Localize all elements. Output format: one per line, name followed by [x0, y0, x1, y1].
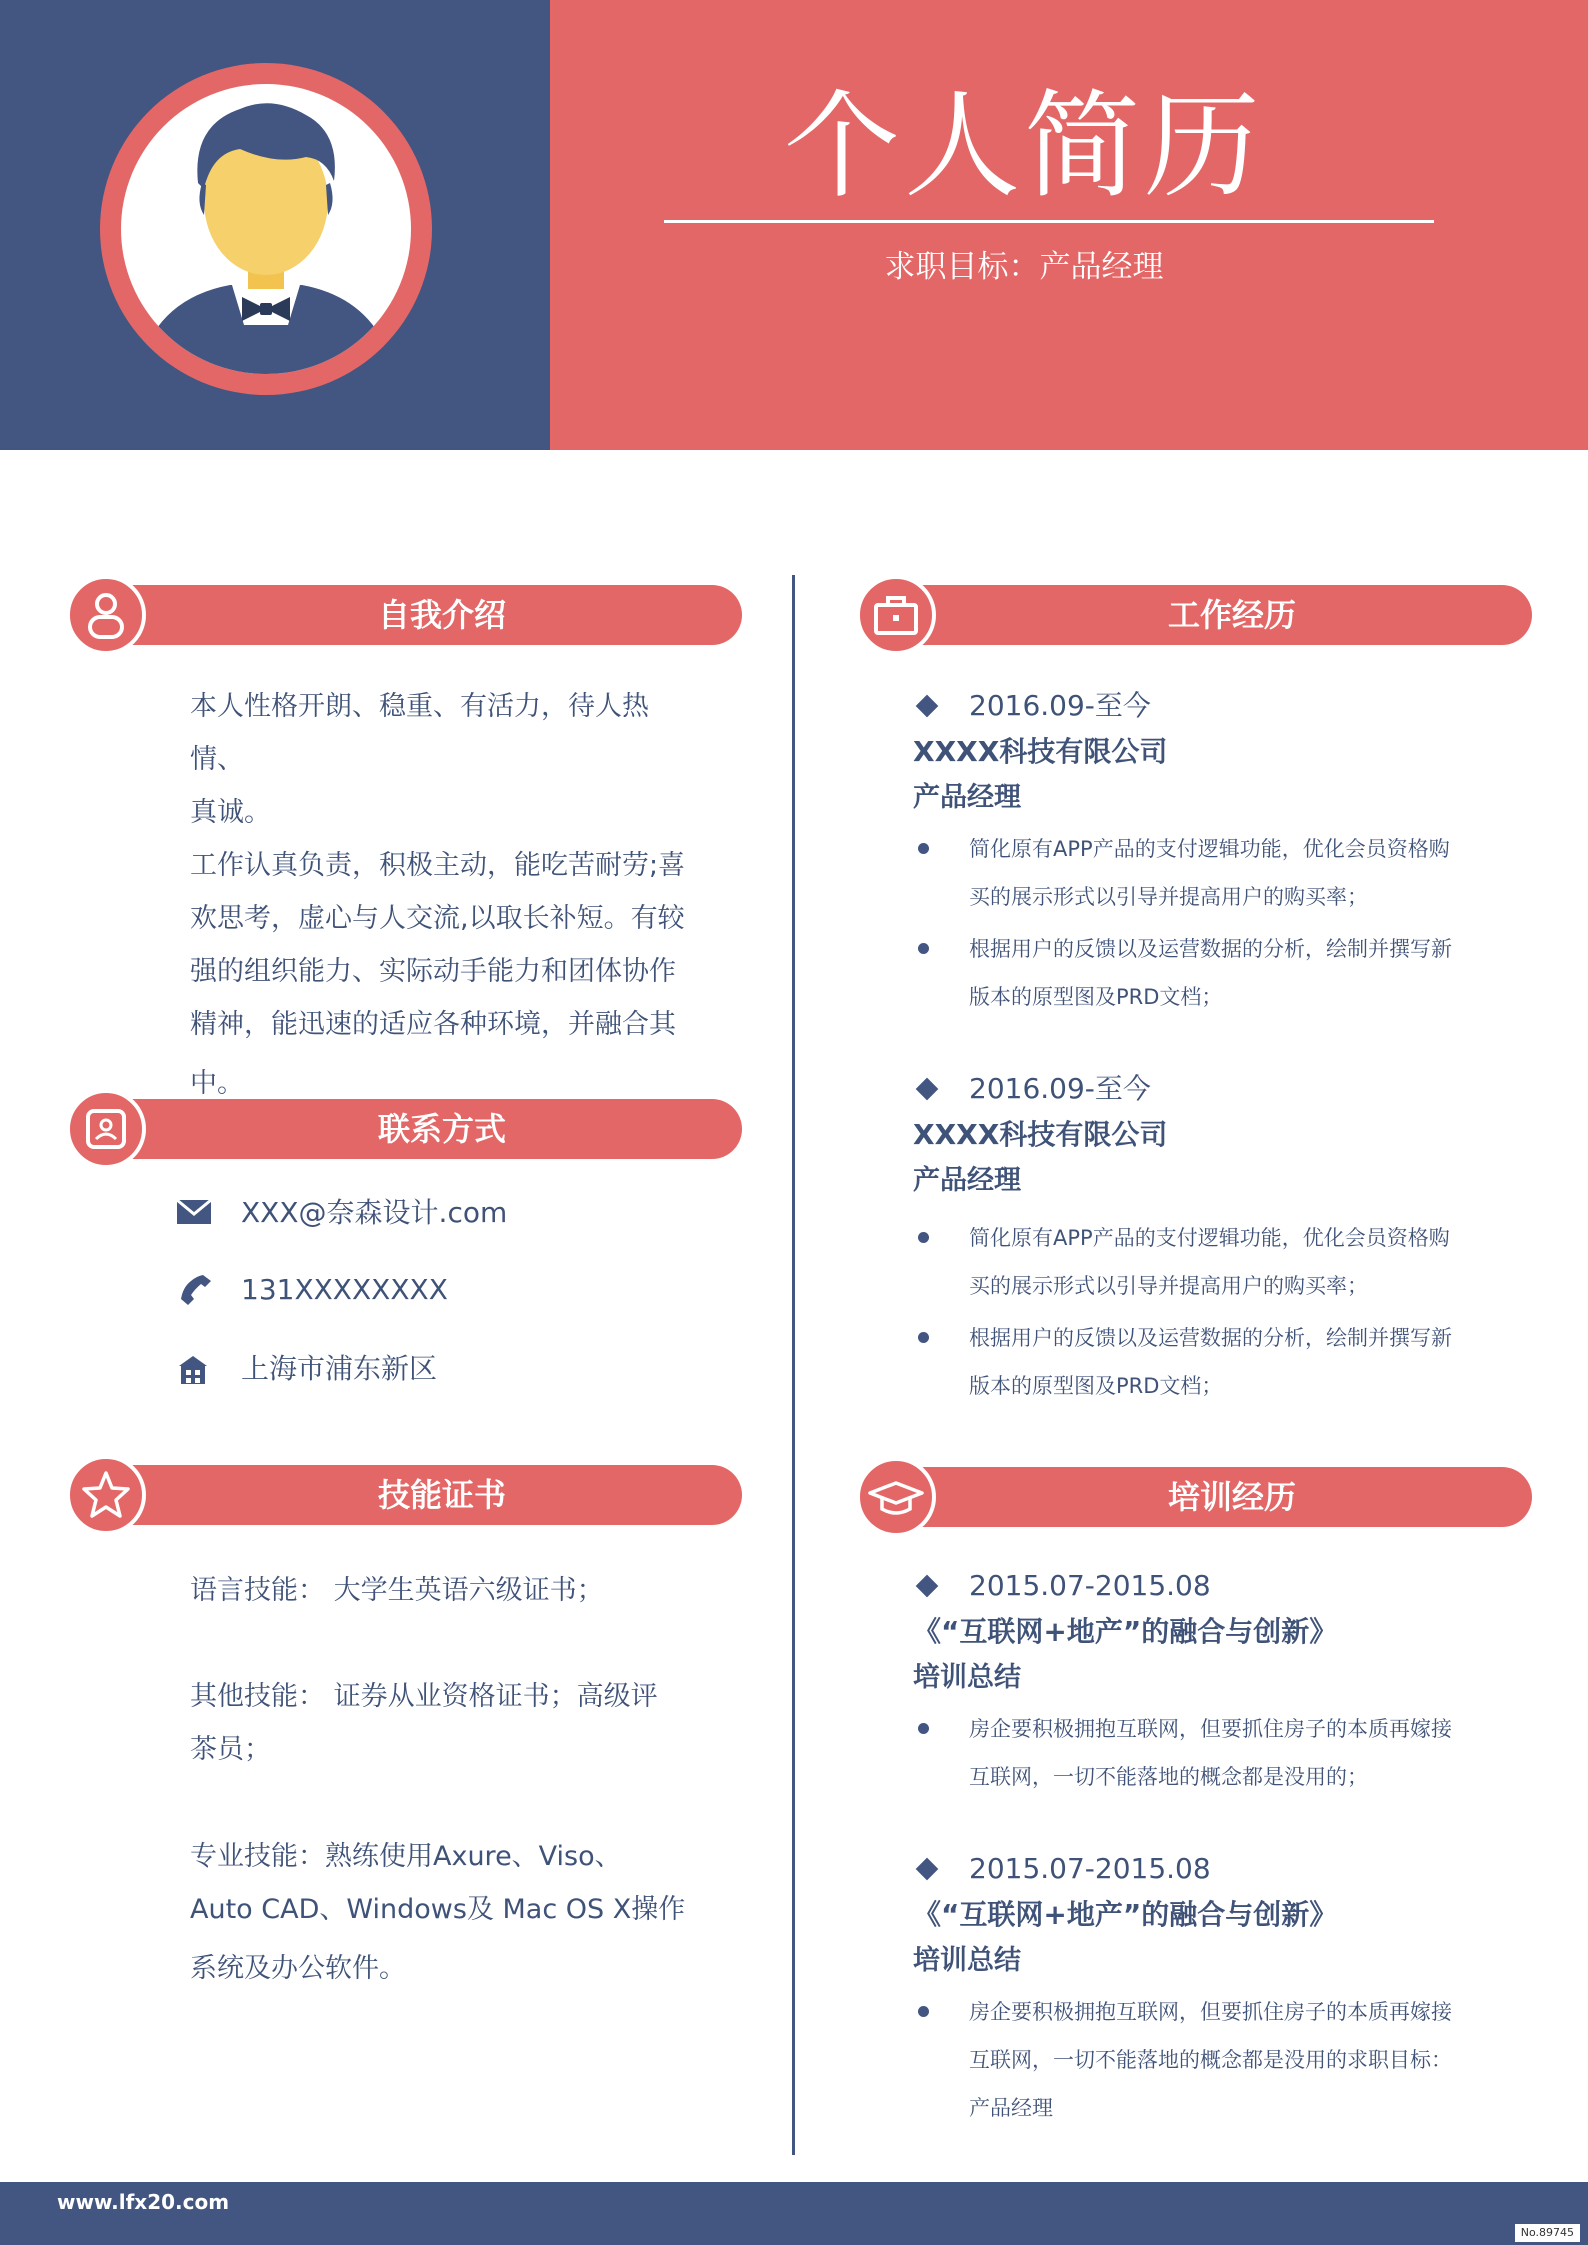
work-entry — [913, 1066, 1473, 1410]
mail-icon — [175, 1196, 215, 1230]
section-skills-header — [66, 1455, 742, 1535]
contact-phone — [175, 1270, 675, 1310]
date-row — [913, 1066, 1473, 1112]
skill-line: 系统及办公软件。 — [190, 1953, 406, 1984]
training-bullet — [913, 1705, 1473, 1801]
date-row — [913, 1563, 1473, 1609]
work-date: 2016.09-至今 — [969, 689, 1151, 722]
dot-bullet-icon — [918, 1723, 929, 1734]
star-icon — [66, 1455, 146, 1535]
training-course: 《“互联网+地产”的融合与创新》 — [913, 1898, 1338, 1931]
date-row — [913, 683, 1473, 729]
intro-line: 强的组织能力、实际动手能力和团体协作 — [190, 956, 676, 987]
intro-line: 精神，能迅速的适应各种环境，并融合其 — [190, 1009, 676, 1040]
section-title-training: 培训经历 — [1167, 1478, 1296, 1516]
column-divider — [792, 575, 795, 2155]
bullet-line: 买的展示形式以引导并提高用户的购买率； — [969, 885, 1368, 909]
building-icon — [175, 1352, 215, 1386]
work-role: 产品经理 — [913, 1165, 1021, 1196]
diamond-bullet-icon — [916, 1078, 939, 1101]
resume-title: 个人简历 — [784, 79, 1264, 214]
bullet-line: 版本的原型图及PRD文档； — [969, 985, 1223, 1009]
person-icon — [66, 575, 146, 655]
skill-line: 茶员； — [190, 1734, 271, 1765]
skill-other — [190, 1670, 700, 1776]
training-summary-label: 培训总结 — [913, 1662, 1021, 1693]
date-row — [913, 1846, 1473, 1892]
section-title-skills: 技能证书 — [377, 1476, 506, 1514]
dot-bullet-icon — [918, 1232, 929, 1243]
section-work-header — [856, 575, 1532, 655]
bullet-line: 根据用户的反馈以及运营数据的分析，绘制并撰写新 — [969, 1326, 1452, 1350]
work-role: 产品经理 — [913, 782, 1021, 813]
bullet-line: 版本的原型图及PRD文档； — [969, 1374, 1223, 1398]
work-company: XXXX科技有限公司 — [913, 1118, 1168, 1151]
section-training-header — [856, 1457, 1532, 1537]
skill-professional — [190, 1830, 700, 1995]
work-bullet — [913, 925, 1473, 1021]
phone-icon — [175, 1273, 215, 1307]
training-date: 2015.07-2015.08 — [969, 1852, 1211, 1885]
bullet-line: 互联网，一切不能落地的概念都是没用的； — [969, 1765, 1368, 1789]
contact-address — [175, 1349, 675, 1389]
diamond-bullet-icon — [916, 1858, 939, 1881]
skill-line: 专业技能：熟练使用Axure、Viso、 — [190, 1841, 622, 1872]
skill-line: 语言技能： 大学生英语六级证书； — [190, 1575, 604, 1606]
job-target: 求职目标：产品经理 — [884, 249, 1164, 285]
skill-language — [190, 1564, 700, 1617]
work-date: 2016.09-至今 — [969, 1072, 1151, 1105]
footer-number: No.89745 — [1515, 2224, 1580, 2242]
section-title-work: 工作经历 — [1167, 596, 1296, 634]
skill-line: 其他技能： 证券从业资格证书；高级评 — [190, 1681, 658, 1712]
section-title-intro: 自我介绍 — [377, 596, 506, 634]
section-title-contact: 联系方式 — [377, 1110, 506, 1148]
work-bullet — [913, 825, 1473, 921]
bullet-line: 简化原有APP产品的支付逻辑功能，优化会员资格购 — [969, 1226, 1450, 1250]
section-intro-header — [66, 575, 742, 655]
bullet-line: 房企要积极拥抱互联网，但要抓住房子的本质再嫁接 — [969, 2000, 1452, 2024]
address-text: 上海市浦东新区 — [241, 1352, 438, 1385]
skill-line: Auto CAD、Windows及 Mac OS X操作 — [190, 1894, 686, 1925]
bullet-line: 根据用户的反馈以及运营数据的分析，绘制并撰写新 — [969, 937, 1452, 961]
graduation-cap-icon — [856, 1457, 936, 1537]
header-right-panel — [550, 0, 1588, 450]
bullet-line: 互联网，一切不能落地的概念都是没用的求职目标： — [969, 2048, 1452, 2072]
training-date: 2015.07-2015.08 — [969, 1569, 1211, 1602]
work-bullet — [913, 1314, 1473, 1410]
training-course: 《“互联网+地产”的融合与创新》 — [913, 1615, 1338, 1648]
briefcase-icon — [856, 575, 936, 655]
email-text: XXX@奈森设计.com — [241, 1196, 508, 1229]
training-bullet — [913, 1988, 1473, 2132]
contact-email — [175, 1193, 675, 1233]
bullet-line: 产品经理 — [969, 2096, 1053, 2120]
avatar — [100, 63, 432, 395]
training-entry — [913, 1563, 1473, 1801]
diamond-bullet-icon — [916, 695, 939, 718]
intro-line: 真诚。 — [190, 797, 271, 828]
bullet-line: 买的展示形式以引导并提高用户的购买率； — [969, 1274, 1368, 1298]
work-entry — [913, 683, 1473, 1021]
contact-card-icon — [66, 1089, 146, 1169]
footer-url[interactable]: www.lfx20.com — [57, 2190, 230, 2214]
diamond-bullet-icon — [916, 1575, 939, 1598]
intro-line: 本人性格开朗、稳重、有活力，待人热情、 — [190, 691, 649, 775]
dot-bullet-icon — [918, 843, 929, 854]
work-company: XXXX科技有限公司 — [913, 735, 1168, 768]
training-entry — [913, 1846, 1473, 2132]
footer-bar — [0, 2182, 1588, 2245]
phone-text: 131XXXXXXXX — [241, 1273, 448, 1306]
dot-bullet-icon — [918, 2006, 929, 2017]
intro-line: 工作认真负责，积极主动，能吃苦耐劳;喜 — [190, 850, 686, 881]
dot-bullet-icon — [918, 1332, 929, 1343]
bullet-line: 房企要积极拥抱互联网，但要抓住房子的本质再嫁接 — [969, 1717, 1452, 1741]
intro-line: 欢思考，虚心与人交流,以取长补短。有较 — [190, 903, 685, 934]
intro-text — [190, 680, 690, 1110]
training-summary-label: 培训总结 — [913, 1945, 1021, 1976]
intro-line: 中。 — [190, 1068, 244, 1099]
bullet-line: 简化原有APP产品的支付逻辑功能，优化会员资格购 — [969, 837, 1450, 861]
work-bullet — [913, 1214, 1473, 1310]
dot-bullet-icon — [918, 943, 929, 954]
title-divider — [664, 220, 1434, 223]
section-contact-header — [66, 1089, 742, 1169]
